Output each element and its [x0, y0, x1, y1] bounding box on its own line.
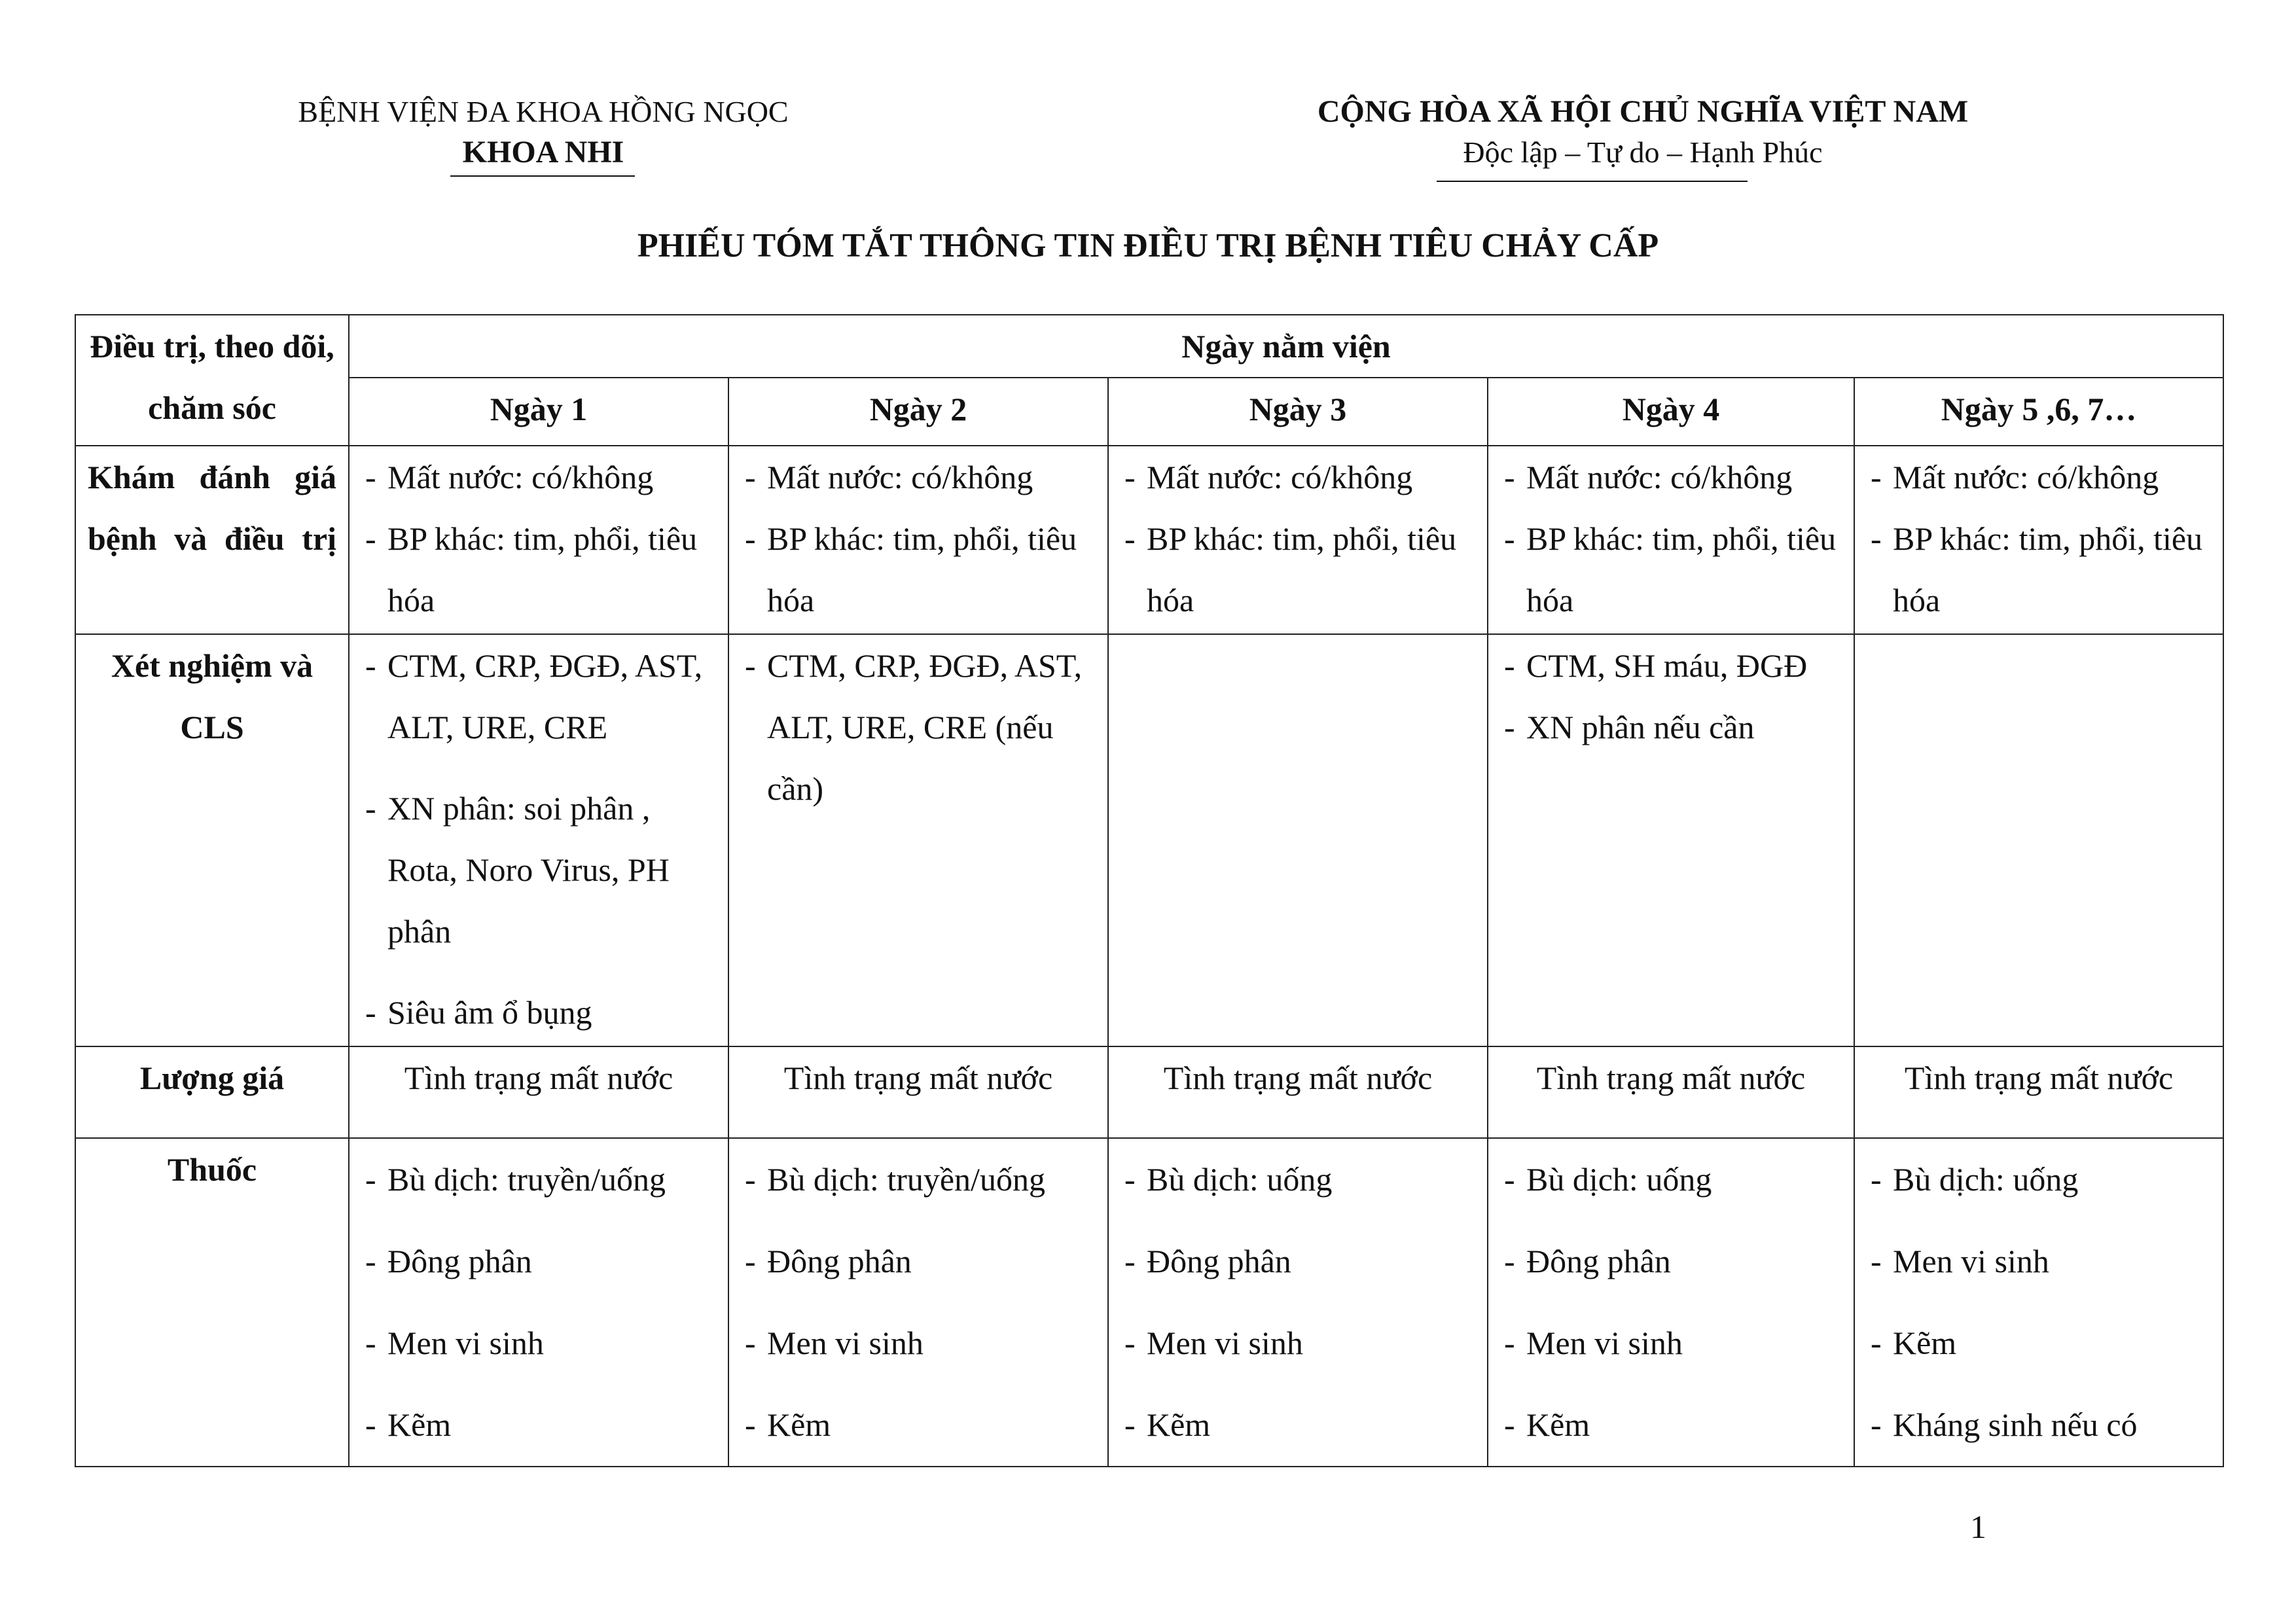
list-item: - Kháng sinh nếu có: [1867, 1384, 2211, 1466]
department-underline: [450, 175, 635, 177]
page-number: 1: [1970, 1508, 1986, 1545]
table-row: [75, 1138, 2223, 1467]
hospital-name: BỆNH VIỆN ĐA KHOA HỒNG NGỌC: [298, 95, 789, 128]
document-title: PHIẾU TÓM TẮT THÔNG TIN ĐIỀU TRỊ BỆNH TIÊU CHẢY CẤP: [637, 227, 1659, 264]
national-motto: Độc lập – Tự do – Hạnh Phúc: [1463, 135, 1823, 169]
list-item: - CTM, SH máu, ĐGĐ: [1500, 635, 1842, 696]
list-item: - Bù dịch: uống: [1867, 1139, 2211, 1221]
list-item: - Đông phân: [361, 1221, 716, 1302]
row-label-medication: Thuốc: [75, 1138, 349, 1467]
table-cell: [728, 634, 1108, 1046]
table-cell: [349, 446, 728, 634]
table-cell: [728, 1138, 1108, 1467]
list-item: - Đông phân: [1500, 1221, 1842, 1302]
list-item: - Men vi sinh: [1121, 1302, 1475, 1384]
table-row: [75, 446, 2223, 634]
table-cell: [1108, 634, 1488, 1046]
list-item: - Mất nước: có/không: [1121, 446, 1475, 508]
list-item: - Men vi sinh: [361, 1302, 716, 1384]
table-cell: [1854, 1138, 2223, 1467]
list-item: - Đông phân: [741, 1221, 1096, 1302]
row-label-exam: Khám đánh giá bệnh và điều trị: [75, 446, 349, 634]
national-header: [1217, 92, 2068, 173]
list-item: - BP khác: tim, phổi, tiêu hóa: [741, 508, 1096, 631]
table-row: [75, 634, 2223, 1046]
day-header: Ngày 4: [1488, 378, 1854, 446]
table-cell: [349, 1138, 728, 1467]
list-item: - Kẽm: [1121, 1384, 1475, 1466]
list-item: - Bù dịch: uống: [1500, 1139, 1842, 1221]
list-item: - BP khác: tim, phổi, tiêu hóa: [1867, 508, 2211, 631]
list-item: - Bù dịch: truyền/uống: [361, 1139, 716, 1221]
treatment-summary-table: [75, 314, 2224, 1467]
list-item: - Siêu âm ổ bụng: [361, 982, 716, 1043]
list-item: - CTM, CRP, ĐGĐ, AST, ALT, URE, CRE (nếu cần): [741, 635, 1096, 819]
list-item: - Bù dịch: truyền/uống: [741, 1139, 1096, 1221]
list-item: - Mất nước: có/không: [1867, 446, 2211, 508]
day-header: Ngày 5 ,6, 7…: [1854, 378, 2223, 446]
list-item: - CTM, CRP, ĐGĐ, AST, ALT, URE, CRE: [361, 635, 716, 758]
republic-name: CỘNG HÒA XÃ HỘI CHỦ NGHĨA VIỆT NAM: [1317, 94, 1969, 129]
table-cell: [728, 446, 1108, 634]
table-cell: Tình trạng mất nước: [349, 1046, 728, 1138]
table-cell: [1488, 446, 1854, 634]
table-cell: [349, 634, 728, 1046]
list-item: - BP khác: tim, phổi, tiêu hóa: [1121, 508, 1475, 631]
days-group-header: Ngày nằm viện: [349, 315, 2223, 378]
table-cell: [1488, 1138, 1854, 1467]
list-item: - Bù dịch: uống: [1121, 1139, 1475, 1221]
table-row: [75, 1046, 2223, 1138]
list-item: - Men vi sinh: [1867, 1221, 2211, 1302]
table-cell: Tình trạng mất nước: [1854, 1046, 2223, 1138]
list-item: - Men vi sinh: [1500, 1302, 1842, 1384]
table-cell: [1488, 634, 1854, 1046]
list-item: - XN phân nếu cần: [1500, 696, 1842, 758]
list-item: - BP khác: tim, phổi, tiêu hóa: [1500, 508, 1842, 631]
hospital-header: [236, 92, 851, 173]
list-item: - Kẽm: [361, 1384, 716, 1466]
day-header: Ngày 1: [349, 378, 728, 446]
list-item: - Mất nước: có/không: [361, 446, 716, 508]
row-label-assessment: Lượng giá: [75, 1046, 349, 1138]
day-header: Ngày 2: [728, 378, 1108, 446]
list-item: - Mất nước: có/không: [1500, 446, 1842, 508]
list-item: - Kẽm: [1867, 1302, 2211, 1384]
table-cell: Tình trạng mất nước: [1488, 1046, 1854, 1138]
list-item: - Kẽm: [741, 1384, 1096, 1466]
table-cell: [1854, 446, 2223, 634]
table-cell: [1108, 1138, 1488, 1467]
day-header: Ngày 3: [1108, 378, 1488, 446]
table-cell: Tình trạng mất nước: [728, 1046, 1108, 1138]
table-cell: Tình trạng mất nước: [1108, 1046, 1488, 1138]
list-item: - BP khác: tim, phổi, tiêu hóa: [361, 508, 716, 631]
department-name: KHOA NHI: [462, 135, 624, 169]
list-item: - XN phân: soi phân , Rota, Noro Virus, PH phân: [361, 777, 716, 962]
list-item: - Kẽm: [1500, 1384, 1842, 1466]
corner-header: Điều trị, theo dõi, chăm sóc: [75, 315, 349, 446]
list-item: - Men vi sinh: [741, 1302, 1096, 1384]
table-cell: [1108, 446, 1488, 634]
motto-underline: [1437, 181, 1748, 182]
row-label-tests: Xét nghiệm và CLS: [75, 634, 349, 1046]
table-cell: [1854, 634, 2223, 1046]
list-item: - Mất nước: có/không: [741, 446, 1096, 508]
list-item: - Đông phân: [1121, 1221, 1475, 1302]
